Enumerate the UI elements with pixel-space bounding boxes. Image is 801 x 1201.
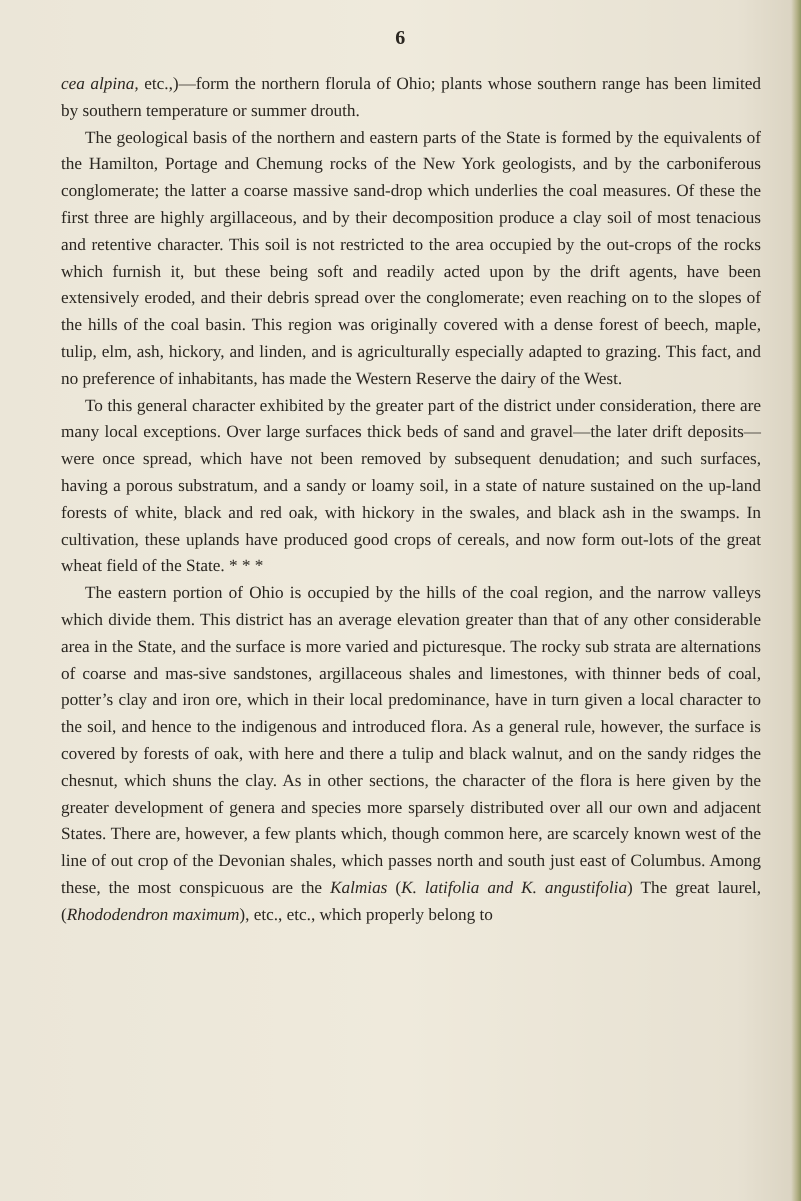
text-run: The eastern portion of Ohio is occupied by the hills of the coal region, and the narrow valleys which divide them. This district has an average elevation greater than that of any other considerable area in the State, and the surface is more varied and picturesque. The rocky sub strata are alternations of coarse and mas-sive sandstones, argillaceous shales and limestones, with thinner beds of coal, potter’s clay and iron ore, which in their local predominance, have in turn given a local character to the soil, and hence to the indigenous and introduced flora. As a general rule, however, the surface is covered by forests of oak, with here and there a tulip and black walnut, and on the sandy ridges the chesnut, which shuns the clay. As in other sections, the character of the flora is here given by the greater development of genera and species more sparsely distributed over all our own and adjacent States. There are, however, a few plants which, though common here, are scarcely known west of the line of out crop of the Devonian shales, which passes north and south just east of Columbus. Among these, the most conspicuous are the <box>61 583 761 897</box>
page-edge-shadow <box>791 0 801 1201</box>
paragraph-1 <box>61 71 761 125</box>
text-run: cea alpina, <box>61 74 139 93</box>
paragraph-4 <box>61 580 761 928</box>
paragraph-2 <box>61 125 761 393</box>
body-text <box>61 71 761 929</box>
text-run-italic: Rhododendron maximum <box>66 904 240 924</box>
text-run-italic: K. latifolia and K. angustifolia <box>401 877 628 897</box>
text-run: ( <box>387 877 402 897</box>
text-run: ) The great laurel, ( <box>61 877 761 924</box>
text-run-italic: Kalmias <box>330 877 388 897</box>
paragraph-3 <box>61 393 761 581</box>
text-run: The geological basis of the northern and eastern parts of the State is formed by the equivalents of the Hamilton, Portage and Chemung rocks of the New York geologists, and by the carboniferous conglomerate; the latter a coarse massive sand-drop which underlies the coal measures. Of these the first three are highly argillaceous, and by their decomposition produce a clay soil of most tenacious and retentive character. This soil is not restricted to the area occupied by the out-crops of the rocks which furnish it, but these being soft and readily acted upon by the drift agents, have been extensively eroded, and their debris spread over the conglomerate; even reaching on to the slopes of the hills of the coal basin. This region was originally covered with a dense forest of beech, maple, tulip, elm, ash, hickory, and linden, and is agriculturally especially adapted to grazing. This fact, and no preference of inhabitants, has made the Western Reserve the dairy of the West. <box>61 127 761 388</box>
page-number: 6 <box>395 27 406 49</box>
text-run: To this general character exhibited by the greater part of the district under consideration, there are many local exceptions. Over large surfaces thick beds of sand and gravel—the later drift deposits—were once spread, which have not been removed by subsequent denudation; and such surfaces, having a porous substratum, and a sandy or loamy soil, in a state of nature sustained on the up-land forests of white, black and red oak, with hickory in the swales, and black ash in the swamps. In cultivation, these uplands have produced good crops of cereals, and now form out-lots of the great wheat field of the State. * * * <box>61 395 761 576</box>
text-run: etc.,)—form the northern florula of Ohio; plants whose southern range has been limited by southern temperature or summer drouth. <box>61 74 761 120</box>
text-run: ), etc., etc., which properly belong to <box>239 904 493 924</box>
